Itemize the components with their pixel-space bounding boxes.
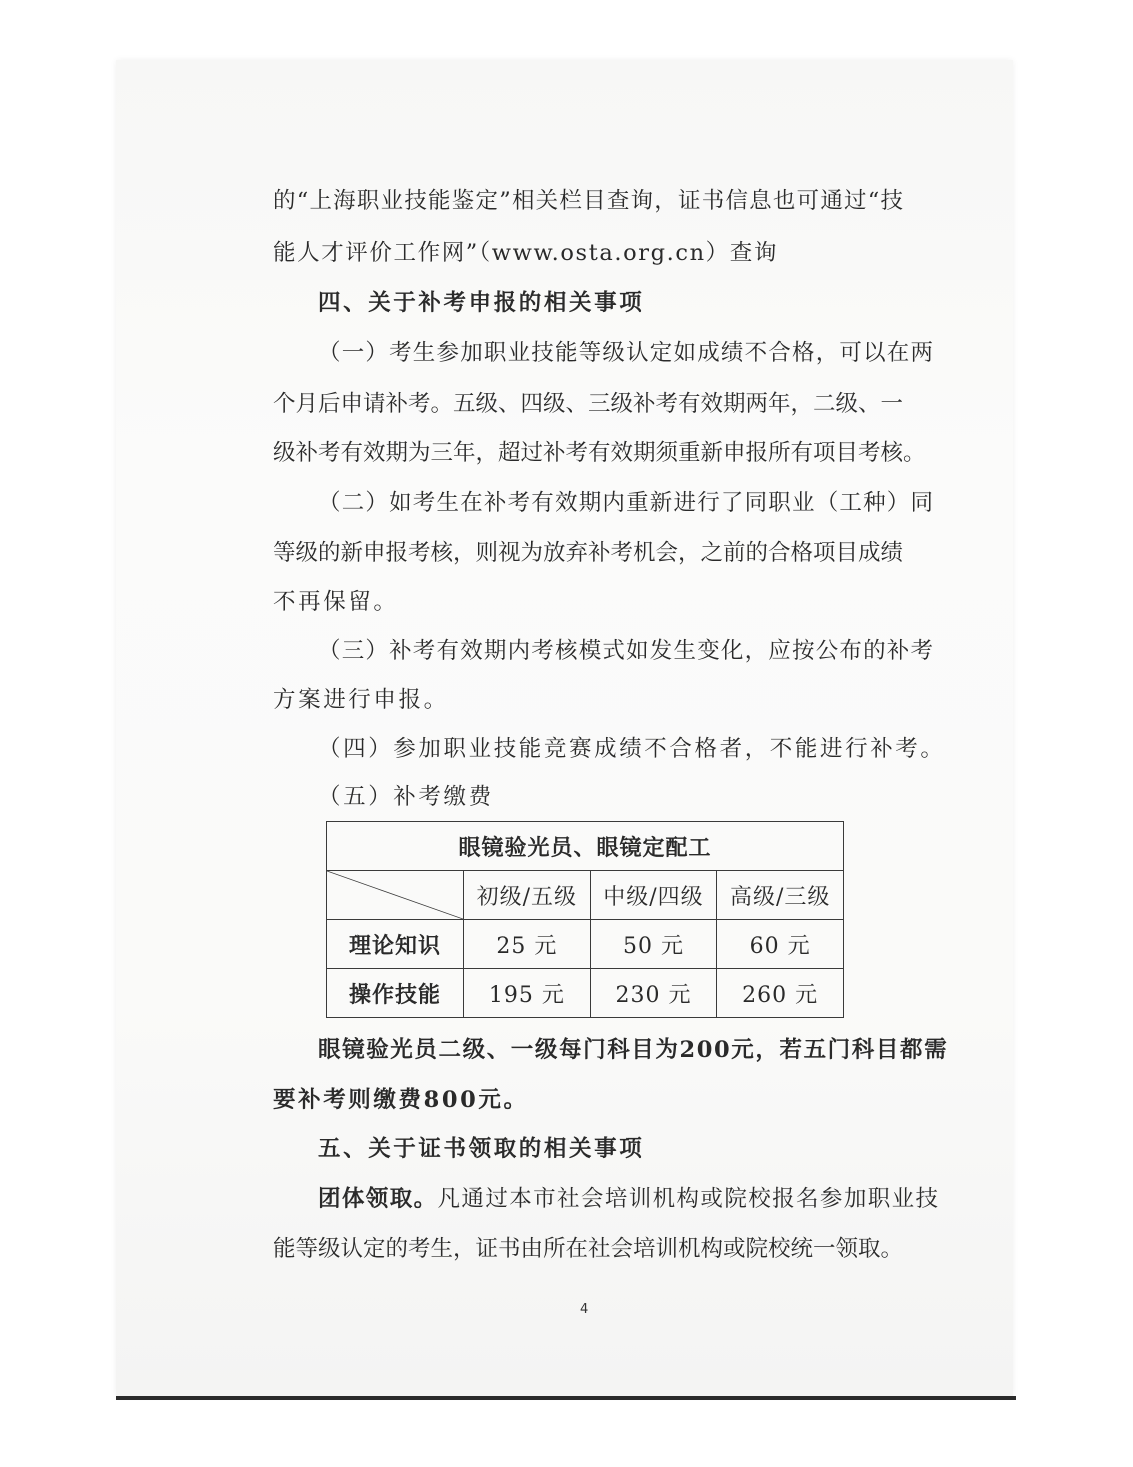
fee-table-cell: 50 元	[590, 920, 717, 969]
fee-table-column-header: 高级/三级	[717, 871, 844, 920]
fee-table-cell: 260 元	[717, 969, 844, 1018]
paragraph-line: 等级的新申报考核，则视为放弃补考机会，之前的合格项目成绩	[273, 540, 904, 566]
group-collection-text: 凡通过本市社会培训机构或院校报名参加职业技	[437, 1186, 940, 1212]
table-row	[327, 969, 844, 1018]
paragraph-line: 级补考有效期为三年，超过补考有效期须重新申报所有项目考核。	[273, 440, 926, 466]
fee-table-column-header: 初级/五级	[464, 871, 591, 920]
paragraph-line: 眼镜验光员二级、一级每门科目为200元，若五门科目都需	[318, 1037, 949, 1063]
paragraph-line: 个月后申请补考。五级、四级、三级补考有效期两年，二级、一	[273, 391, 904, 417]
paragraph-line: （四）参加职业技能竞赛成绩不合格者，不能进行补考。	[318, 736, 946, 762]
section-heading-5: 五、关于证书领取的相关事项	[318, 1136, 645, 1162]
paragraph-line: 方案进行申报。	[273, 687, 449, 713]
fee-table-cell: 195 元	[464, 969, 591, 1018]
paragraph-line: （三）补考有效期内考核模式如发生变化，应按公布的补考	[318, 638, 935, 664]
fee-table-cell: 25 元	[464, 920, 591, 969]
scan-edge	[116, 1396, 1016, 1400]
paragraph-line: 不再保留。	[273, 589, 399, 615]
fee-table-row-label: 操作技能	[327, 969, 464, 1018]
paragraph-line: 能等级认定的考生，证书由所在社会培训机构或院校统一领取。	[273, 1236, 904, 1262]
fee-table-row-label: 理论知识	[327, 920, 464, 969]
table-row	[327, 920, 844, 969]
fee-table-title: 眼镜验光员、眼镜定配工	[327, 822, 844, 871]
fee-table-corner	[327, 871, 464, 920]
paragraph-line: （二）如考生在补考有效期内重新进行了同职业（工种）同	[318, 490, 935, 516]
page-number: 4	[580, 1302, 589, 1317]
paragraph-line: 的“上海职业技能鉴定”相关栏目查询，证书信息也可通过“技	[273, 188, 903, 214]
fee-table-column-header: 中级/四级	[590, 871, 717, 920]
paragraph-line: （五）补考缴费	[318, 784, 494, 810]
group-collection-lead: 团体领取。	[318, 1186, 438, 1212]
paragraph-line	[318, 1184, 939, 1214]
fee-table-cell: 60 元	[717, 920, 844, 969]
paragraph-line: （一）考生参加职业技能等级认定如成绩不合格，可以在两	[318, 340, 935, 366]
paragraph-line: 能人才评价工作网”（www.osta.org.cn）查询	[273, 240, 778, 266]
fee-table-cell: 230 元	[590, 969, 717, 1018]
fee-table	[326, 821, 844, 1018]
paragraph-line: 要补考则缴费800元。	[273, 1087, 529, 1113]
section-heading-4: 四、关于补考申报的相关事项	[318, 290, 645, 316]
diagonal-line	[327, 871, 463, 919]
